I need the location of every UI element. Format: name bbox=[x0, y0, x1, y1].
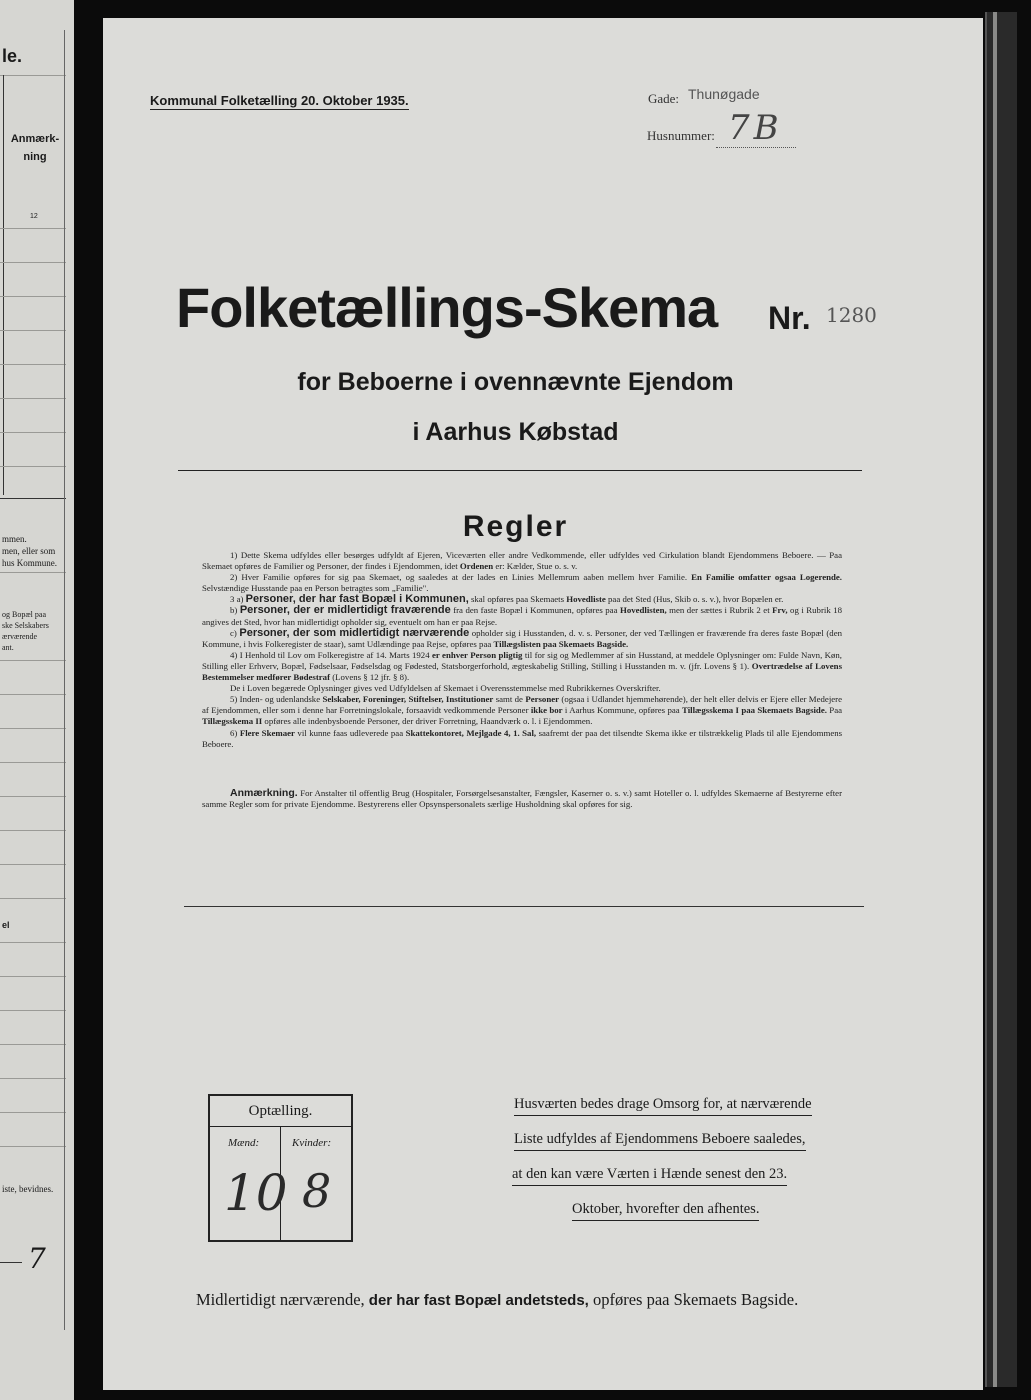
prev-fragment: ant. bbox=[2, 643, 14, 652]
census-heading: Kommunal Folketælling 20. Oktober 1935. bbox=[150, 93, 409, 108]
divider bbox=[184, 906, 864, 907]
landlord-notice-line: Liste udfyldes af Ejendommens Beboere saaledes, bbox=[514, 1131, 806, 1151]
previous-page-strip bbox=[0, 0, 74, 1400]
book-edge bbox=[985, 12, 1017, 1387]
divider bbox=[178, 470, 862, 471]
prev-fragment: mmen. bbox=[2, 534, 27, 544]
prev-fragment: iste, bevidnes. bbox=[2, 1184, 54, 1194]
prev-fragment: hus Kommune. bbox=[2, 558, 57, 568]
house-number-label: Husnummer: bbox=[647, 128, 715, 143]
prev-col-number: 12 bbox=[30, 213, 38, 220]
house-number-value: 7B bbox=[728, 108, 783, 148]
prev-col-header: Anmærk- ning bbox=[10, 133, 60, 163]
prev-fragment: men, eller som bbox=[2, 546, 56, 556]
landlord-notice-line: at den kan være Værten i Hænde senest den 23. bbox=[512, 1166, 787, 1186]
rule-3b: b) Personer, der er midlertidigt fraværende fra den faste Bopæl i Kommunen, opføres paa Hovedlisten, men der sættes i Rubrik 2 et Frv, og i Rubrik 18 angives det Sted, hvor han midlertidigt opholder sig, eventuelt om han er paa Rejse. bbox=[202, 604, 843, 627]
street-value: Thunøgade bbox=[688, 86, 760, 102]
rule-3c: c) Personer, der som midlertidigt nærværende opholder sig i Husstanden, d. v. s. Personer, der ved Tællingen er fraværende fra deres faste Bopæl (den Kommune, i hvis Folkeregister de staar), samt Udlændinge paa Rejse, opføres paa Tillægslisten paa Skemaets Bagside. bbox=[202, 626, 842, 649]
rules-remark: Anmærkning. For Anstalter til offentlig Brug (Hospitaler, Forsørgelsesanstalter, Fængsler, Kaserner o. s. v.) samt Hoteller o. l. udfyldes Skemaerne af Bestyrerne efter samme Regler som for private Ejendomme. Bestyrerens eller Opsynspersonalets særlige Husholdning skal opføres for sig. bbox=[202, 786, 842, 809]
count-box-title: Optælling. bbox=[248, 1103, 313, 1119]
prev-fragment: el bbox=[2, 920, 10, 930]
men-label: Mænd: bbox=[228, 1137, 260, 1149]
men-count: 10 bbox=[224, 1164, 288, 1222]
rule-6: 6) Flere Skemaer vil kunne faas udleverede paa Skattekontoret, Mejlgade 4, 1. Sal, saafremt der paa det tilsendte Skema ikke er tilstrækkelig Plads til alle Ejendommens Beboere. bbox=[202, 727, 843, 749]
rule-4: 4) I Henhold til Lov om Folkeregistre af 14. Marts 1924 er enhver Person pligtig til for sig og Medlemmer af sin Husstand, at meddele Oplysninger om: Fulde Navn, Køn, Stilling eller Erhverv, Bopæl, Fødselsaar, Fødselsdag og Fødested, Statsborgerforhold, ægteskabelig Stilling, Stilling i Husstanden m. v. (jfr. Lovens § 1). Overtrædelse af Lovens Bestemmelser medfører Bødestraf (Lovens § 12 jfr. § 8). bbox=[202, 649, 843, 683]
women-count: 8 bbox=[302, 1164, 332, 1218]
rule-3a: 3 a) Personer, der har fast Bopæl i Kommunen, skal opføres paa Skemaets Hovedliste paa det Sted (Hus, Skib o. s. v.), hvor Bopælen er. bbox=[230, 593, 784, 606]
form-number-value: 1280 bbox=[826, 303, 877, 327]
subtitle-city: i Aarhus Købstad bbox=[412, 418, 619, 446]
prev-fragment: ske Selskabers bbox=[2, 621, 49, 630]
house-number-line bbox=[716, 147, 796, 148]
rule-4-cont: De i Loven begærede Oplysninger gives ved Udfyldelsen af Skemaet i Overensstemmelse med Rubrikkernes Overskrifter. bbox=[230, 683, 661, 694]
count-box bbox=[208, 1094, 353, 1242]
footer-note: Midlertidigt nærværende, der har fast Bopæl andetsteds, opføres paa Skemaets Bagside. bbox=[196, 1290, 799, 1309]
form-title: Folketællings-Skema bbox=[176, 276, 718, 339]
landlord-notice-line: Oktober, hvorefter den afhentes. bbox=[572, 1201, 759, 1221]
prev-page-title: le. bbox=[2, 46, 23, 66]
rules-text bbox=[202, 550, 842, 810]
subtitle-residents: for Beboerne i ovennævnte Ejendom bbox=[297, 368, 734, 396]
street-label: Gade: bbox=[648, 91, 680, 106]
rule-5: 5) Inden- og udenlandske Selskaber, Foreninger, Stiftelser, Institutioner samt de Personer (ogsaa i Udlandet hjemmehørende), der helt eller delvis er Ejere eller Medejere af Ejendommen, eller som i denne har Forretningslokale, forsaavidt vedkommende Personer ikke bor i Aarhus Kommune, opføres paa Tillægsskema I paa Skemaets Bagside. Paa Tillægsskema II opføres alle indenbysboende Personer, der driver Forretning, Haandværk o. l. i Ejendommen. bbox=[202, 694, 843, 727]
rule-2: 2) Hver Familie opføres for sig paa Skemaet, og saaledes at der lades en Linies Mellemrum aaben mellem hver Familie. En Familie omfatter ogsaa Logerende. Selvstændige Husstande paa en Person betragtes som „Familie". bbox=[202, 572, 842, 594]
prev-fragment: og Bopæl paa bbox=[2, 610, 46, 619]
rule-1: 1) Dette Skema udfyldes eller besørges udfyldt af Ejeren, Viceværten eller andre Vedkommende, eller udfyldes ved Cirkulation blandt Ejendommens Beboere. — Paa Skemaet opføres de Familier og Personer, der findes i Ejendommen, idet Ordenen er: Kælder, Stue o. s. v. bbox=[202, 550, 842, 572]
page-stack-edge bbox=[993, 12, 997, 1387]
rules-heading: Regler bbox=[462, 510, 569, 543]
form-number-label: Nr. bbox=[768, 300, 811, 336]
women-label: Kvinder: bbox=[292, 1137, 332, 1149]
landlord-notice-line: Husværten bedes drage Omsorg for, at nærværende bbox=[514, 1096, 812, 1116]
prev-handwritten-number: 7 bbox=[28, 1242, 46, 1275]
prev-fragment: ærværende bbox=[2, 632, 38, 641]
